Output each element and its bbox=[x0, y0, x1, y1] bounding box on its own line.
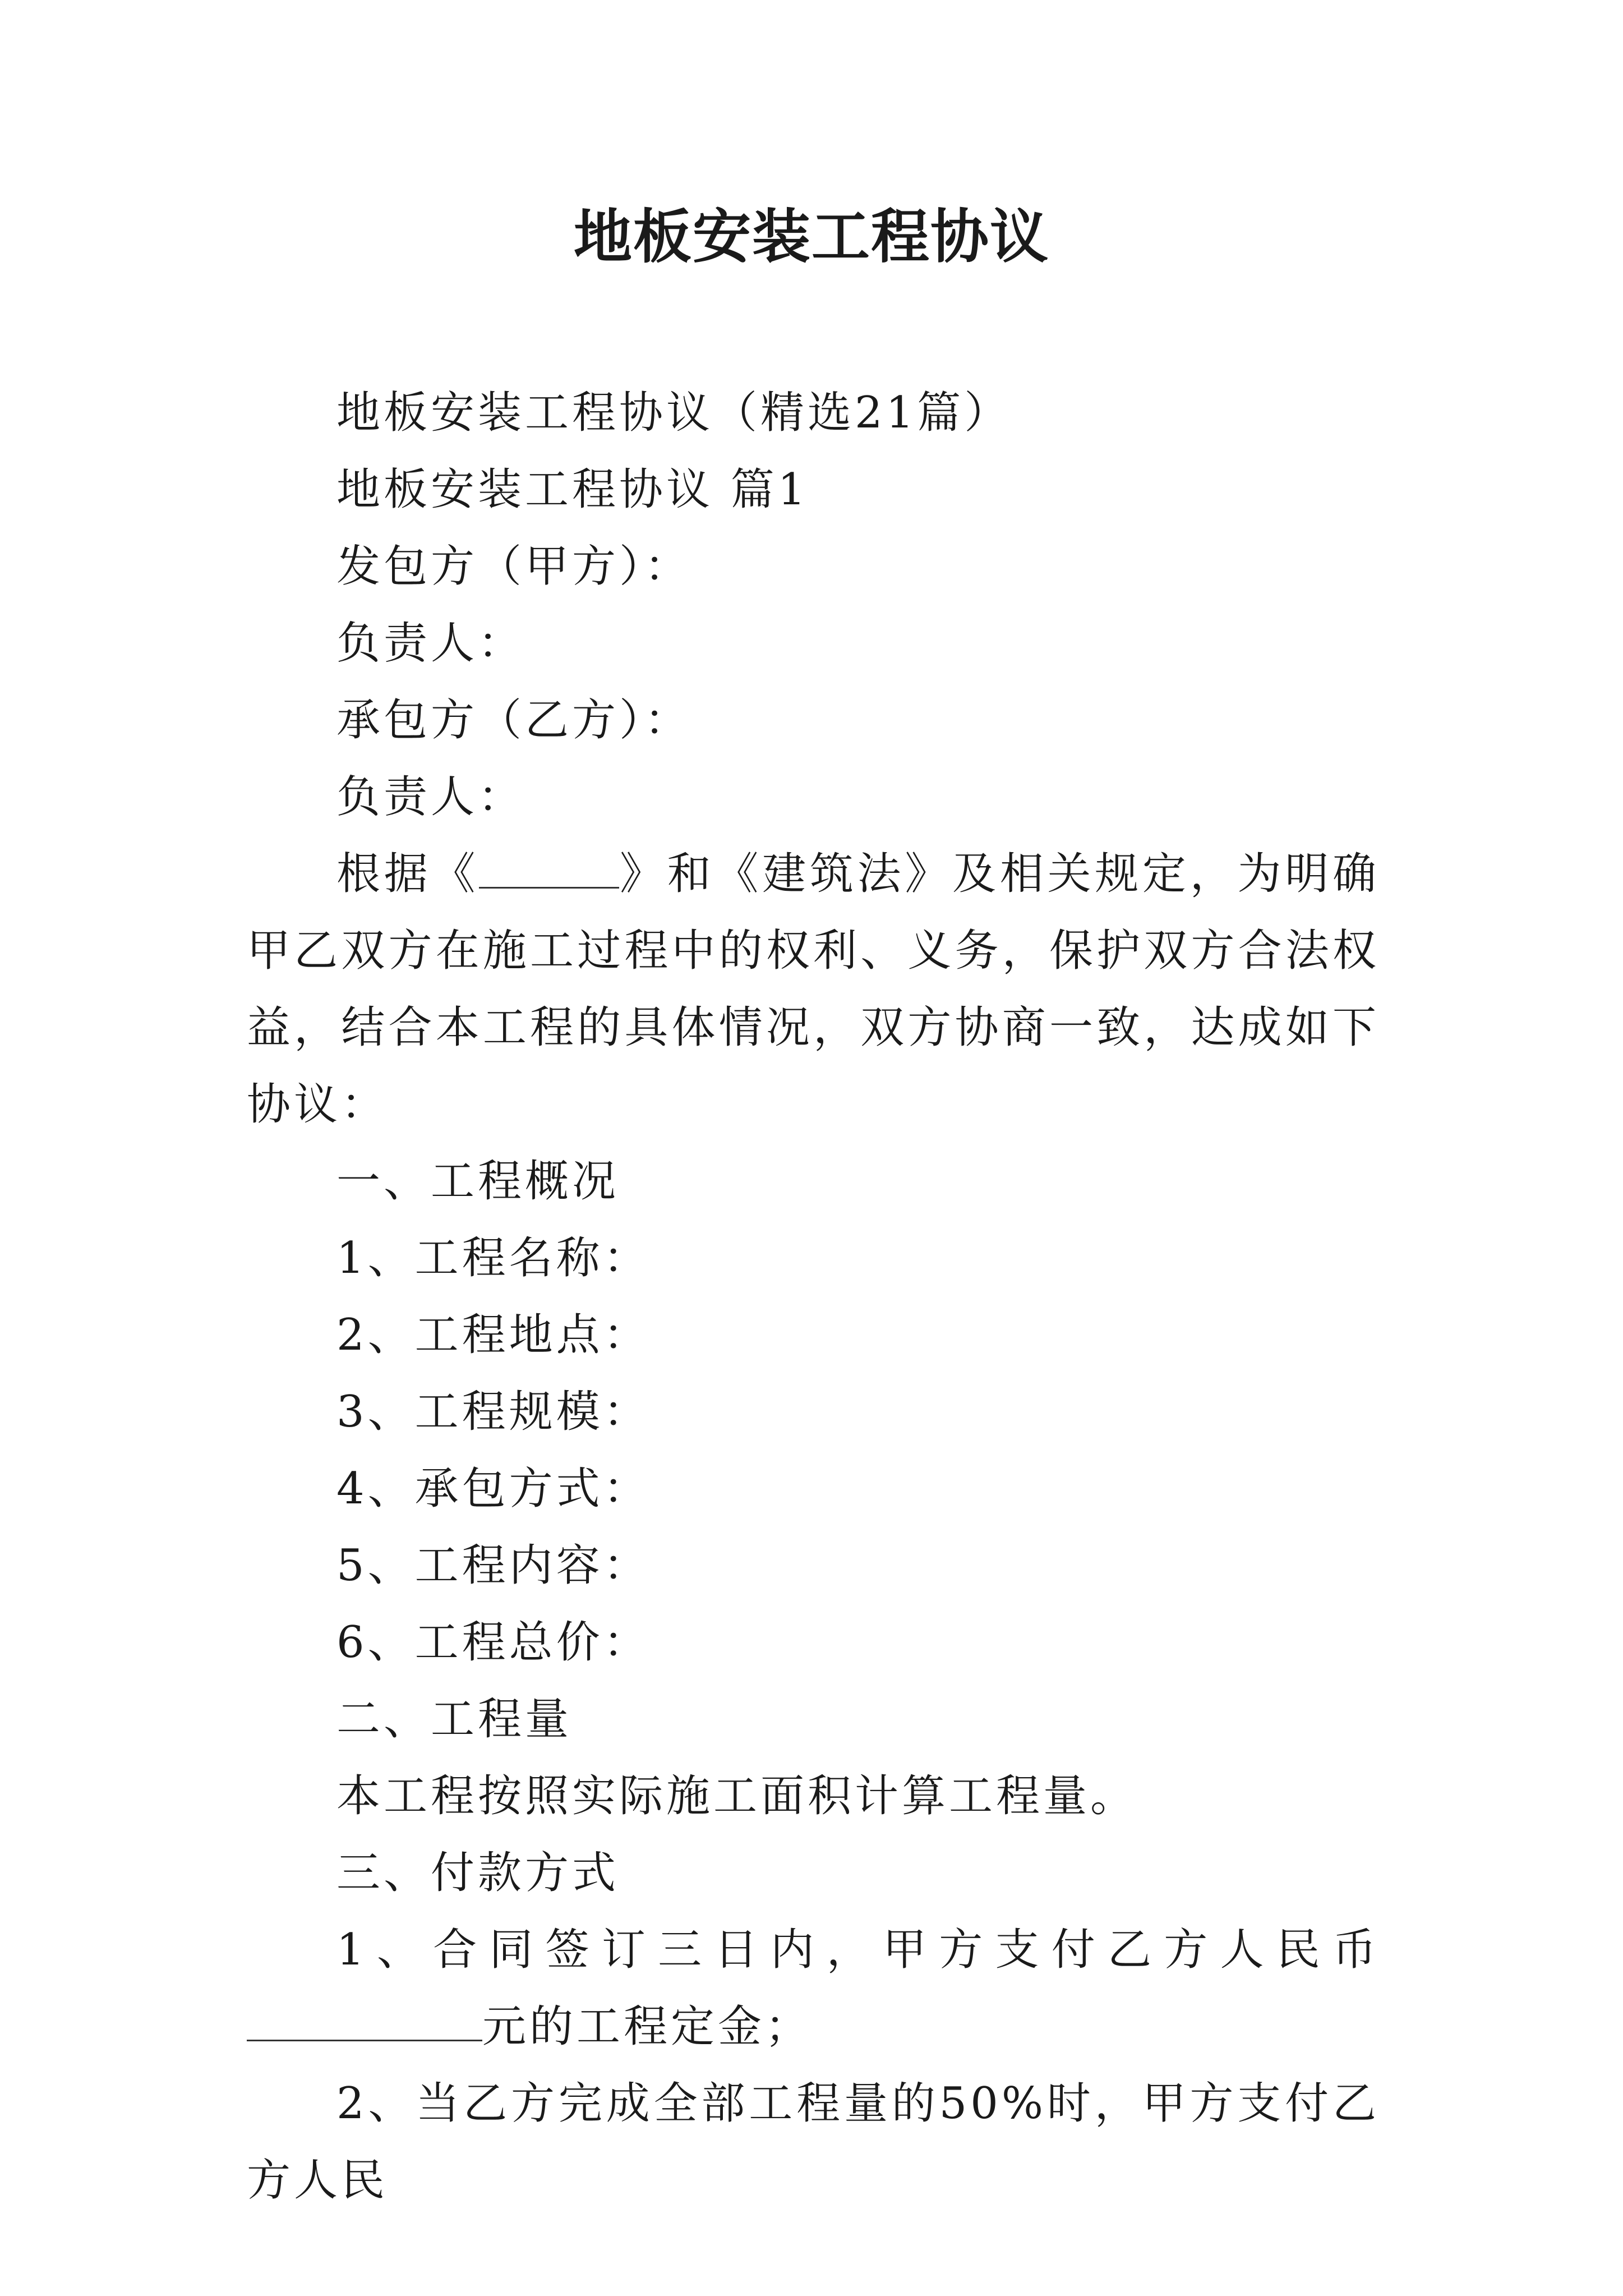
basis-text: 》和《建筑法》及相关规定，为明确甲乙双方在施工过程中的权利、义务，保护双方合法权益，结合本工程的具体情况，双方协商一致，达成如下协议： bbox=[247, 849, 1380, 1130]
document-title: 地板安装工程协议 bbox=[573, 202, 1049, 271]
heading-payment: 三、付款方式 bbox=[336, 1848, 620, 1898]
payment-clause-1 bbox=[247, 1912, 1380, 2065]
basis-prefix: 根据《 bbox=[336, 849, 479, 899]
heading-overview: 一、工程概况 bbox=[336, 1156, 620, 1207]
party-a-leader-line: 负责人： bbox=[336, 618, 525, 669]
item-project-location: 2、工程地点： bbox=[336, 1310, 651, 1360]
payment-1-text: 1、合同签订三日内，甲方支付乙方人民币 bbox=[336, 1925, 1380, 1975]
deposit-amount-blank bbox=[247, 2004, 482, 2041]
item-project-content: 5、工程内容： bbox=[336, 1540, 651, 1591]
document-body bbox=[247, 375, 1380, 2219]
party-b-line: 承包方（乙方）： bbox=[336, 695, 692, 746]
basis-paragraph bbox=[247, 836, 1380, 1143]
payment-1-suffix: 元的工程定金； bbox=[482, 2001, 813, 2052]
payment-clause-2: 2、当乙方完成全部工程量的50%时，甲方支付乙方人民 bbox=[247, 2078, 1380, 2206]
law-name-blank bbox=[479, 851, 619, 889]
item-contract-method: 4、承包方式： bbox=[336, 1464, 651, 1514]
item-total-price: 6、工程总价： bbox=[336, 1617, 651, 1668]
section-title: 地板安装工程协议 篇1 bbox=[336, 464, 809, 515]
document-subtitle: 地板安装工程协议（精选21篇） bbox=[336, 388, 1012, 438]
quantity-paragraph: 本工程按照实际施工面积计算工程量。 bbox=[336, 1771, 1138, 1821]
party-a-line: 发包方（甲方）： bbox=[336, 541, 692, 592]
item-project-scale: 3、工程规模： bbox=[336, 1387, 651, 1437]
item-project-name: 1、工程名称： bbox=[336, 1233, 651, 1283]
party-b-leader-line: 负责人： bbox=[336, 772, 525, 822]
heading-quantity: 二、工程量 bbox=[336, 1694, 573, 1745]
